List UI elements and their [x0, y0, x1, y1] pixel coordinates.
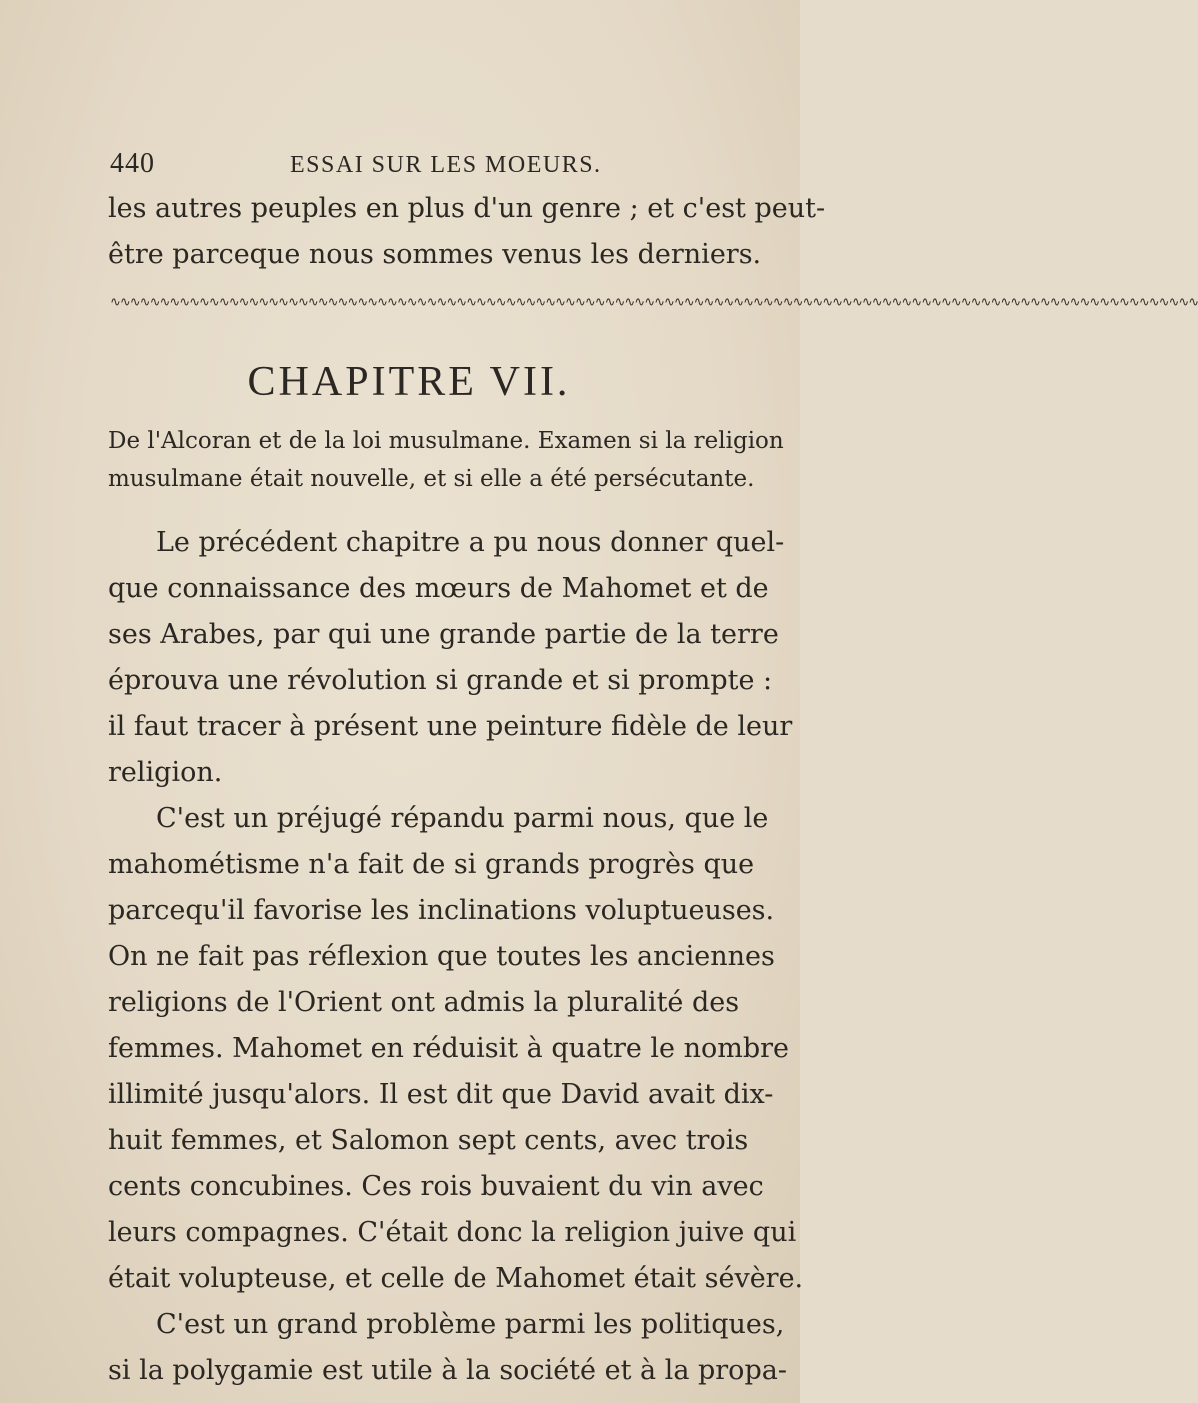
summary-line: musulmane était nouvelle, et si elle a été persécutante. [108, 466, 755, 492]
text-line: Le précédent chapitre a pu nous donner quel- [156, 527, 785, 558]
text-line: éprouva une révolution si grande et si prompte : [108, 665, 773, 696]
summary-line: De l'Alcoran et de la loi musulmane. Examen si la religion [108, 428, 784, 454]
text-line: cents concubines. Ces rois buvaient du vin avec [108, 1171, 764, 1202]
text-line: les autres peuples en plus d'un genre ; et c'est peut- [108, 193, 826, 224]
carry-over-paragraph [108, 186, 826, 278]
text-line: femmes. Mahomet en réduisit à quatre le nombre [108, 1033, 790, 1064]
text-line: illimité jusqu'alors. Il est dit que David avait dix- [108, 1079, 774, 1110]
chapter-body [108, 520, 804, 1394]
running-title: ESSAI SUR LES MOEURS. [290, 152, 602, 178]
text-line: que connaissance des mœurs de Mahomet et de [108, 573, 769, 604]
page-number: 440 [110, 148, 155, 179]
chapter-heading: CHAPITRE VII. [247, 359, 571, 405]
text-line: religion. [108, 757, 223, 788]
text-line: parcequ'il favorise les inclinations voluptueuses. [108, 895, 775, 926]
text-line: C'est un grand problème parmi les politiques, [156, 1309, 785, 1340]
text-line: ses Arabes, par qui une grande partie de la terre [108, 619, 779, 650]
text-line: était volupteuse, et celle de Mahomet était sévère. [108, 1263, 804, 1294]
text-line: leurs compagnes. C'était donc la religion juive qui [108, 1217, 797, 1248]
text-line: si la polygamie est utile à la société et à la propa- [108, 1355, 787, 1386]
ornamental-rule: ∿∿∿∿∿∿∿∿∿∿∿∿∿∿∿∿∿∿∿∿∿∿∿∿∿∿∿∿∿∿∿∿∿∿∿∿∿∿∿∿∿∿∿∿∿∿∿∿∿∿∿∿∿∿∿∿∿∿∿∿∿∿∿∿∿∿∿∿∿∿∿∿∿∿∿∿∿∿∿∿∿∿∿∿∿∿∿∿∿∿∿∿∿∿∿∿∿∿∿∿∿∿∿∿∿∿∿∿∿∿ [110, 295, 1198, 310]
text-line: huit femmes, et Salomon sept cents, avec trois [108, 1125, 749, 1156]
text-line: être parceque nous sommes venus les derniers. [108, 239, 762, 270]
text-line: il faut tracer à présent une peinture fidèle de leur [108, 711, 793, 742]
running-head [110, 148, 710, 188]
text-line: mahométisme n'a fait de si grands progrès que [108, 849, 755, 880]
text-line: religions de l'Orient ont admis la pluralité des [108, 987, 740, 1018]
text-line: On ne fait pas réflexion que toutes les anciennes [108, 941, 775, 972]
text-line: C'est un préjugé répandu parmi nous, que le [156, 803, 769, 834]
chapter-summary [108, 422, 784, 498]
